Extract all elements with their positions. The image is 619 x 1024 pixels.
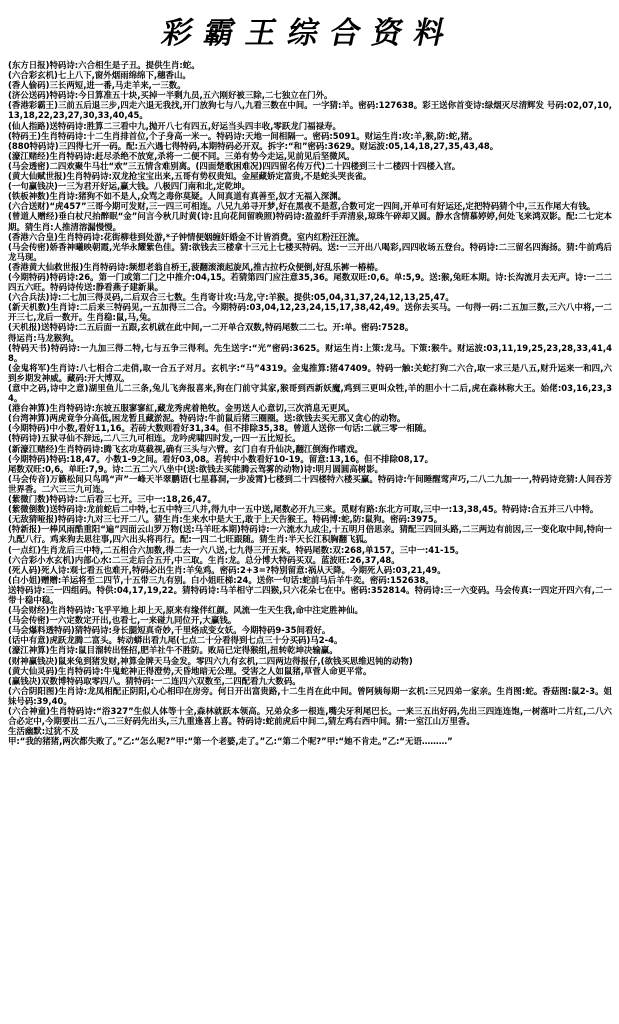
paragraph: (仙人指路)送特码诗:胜算二三看中九,抛开八七有四五,好运当头四丰收,零跃龙门福禄寿。 <box>8 120 341 131</box>
paragraph: (六合兵法)诗:二七加三得灵码,二后双合三七数。生肖寄计攻:马龙,守:羊猴。提供:05,04,31,37,24,12,13,25,47。 <box>8 292 454 303</box>
paragraph: 送特码诗:三一四组码。特供:04,17,19,22。猜特码诗:马羊相守二四猴,只六花朵七在中。密码:352814。特码诗:三一六变码。马会传真:一四定开四六有,二一带十稳中稳。 <box>8 584 612 605</box>
paragraph: (特码天书)特码诗:一九加三得二特,七与五争三得利。先生送字:“光”密码:3625。财运生肖:上策:龙马。下策:猴牛。财运波:03,11,19,25,23,28,33,41,48。 <box>8 342 612 363</box>
paragraph: (紫微倒数)送特码诗:龙前蛇后二中特,七五中特三八并,得九中一五中送,尾数必开九三来。觅财有路:东北方可取,三中一:13,38,45。特码诗:合五并三八中特。 <box>8 504 599 515</box>
paragraph: (东方日报)特码诗:六合相生是子丑。提供生肖:蛇。 <box>8 60 200 70</box>
paragraph: (新天机数)生肖诗:二后来三特码见,一五加得三二合。今期特码:03,04,12,23,24,15,17,38,42,49。送你去买马。一句得一码:二五加三数,三六八中将,一二开三七,龙后一数开。生肖稳:鼠,马,兔。 <box>8 302 612 323</box>
paragraph: 生活幽默:过犹不及 <box>8 726 79 737</box>
paragraph: (无敌猜哑报)特码诗:九对三七开二八。猜生肖:生来水中是大王,敢于上天告猴王。特码博:蛇,防:鼠狗。密码:3975。 <box>8 514 443 525</box>
paragraph: (六合神童)生肖特码诗:“浴327”生似人体等十全,森林就跃本领高。兄弟众多一根连,嘴尖牙利尾巴长。一来三五出好码,先出三四连连饱,一树落叶二片红,二八六合必定中,今期要出二五八,二三好码先出头,三九重逢喜上喜。特码诗:蛇前虎后中间二,猜左鸡右西中间。猜:一室江山万里香。 <box>8 706 612 727</box>
paragraph: (紫微门数)特码诗:二后看三七开。三中一:18,26,47。 <box>8 494 216 505</box>
page-title: 彩霸王综合资料 <box>158 16 460 51</box>
paragraph: (香港六合皇)生肖特码诗:花街柳巷到处游,*子钟情便姻缠奸婚金不计皆消费。室内红粉汪汪流。 <box>8 231 365 242</box>
paragraph: (一点红)生肖龙后三中特,二五相合六加数,得二去一六八送,七九得三开五来。特码尾数:双:268,单157。三中一:41-15。 <box>8 544 464 555</box>
paragraph: (黄大仙灵码)生肖特码诗:牛鬼蛇神正得澄势,天昏地暗无公理。受害之人如鼠猪,草菅人命更平常。 <box>8 665 372 676</box>
paragraph: (濠江赌经)生肖特码诗:赶尽杀绝不放宽,杀将一二便不同。三弟有势今走运,见前见后坚微风。 <box>8 150 355 161</box>
paragraph: (天机报)送特码诗:二五后面一五跟,玄机就在此中间,一二开单合双数,特码尾数二二七。开:单。密码:7528。 <box>8 322 414 333</box>
document-header <box>0 0 619 60</box>
paragraph: (台湾神算)两虎竟争分高低,困龙暂且藏淤泥。特码诗:牛前鼠后猪三圈圈。送:欲钱去买无那又贪心的动物。 <box>8 413 406 424</box>
paragraph: (880特码诗)三四得七开一码。配:五六遇七得特码,本期特码必开双。拆字:“和”密码:3629。财运波:05,14,18,27,35,43,48。 <box>8 140 499 151</box>
paragraph: (一句赢钱决)一三为君开好运,赢大钱。八极四门南和北,定乾坤。 <box>8 181 250 192</box>
paragraph: (话中有意)虎跃龙腾二富头。转动蟒出看九尾(七点二十分看得到七点三十分买码)马2-4。 <box>8 635 343 646</box>
paragraph: (财神赢钱决)鼠来兔到猪发财,神算金牌天马金发。零四六九有玄机,二四两边得报仔,(欲钱买思维迟钝的动物) <box>8 655 413 666</box>
paragraph: (六合彩小水玄机)内部心水:二三走后合五开,中三取。生肖:龙。总分博大特码买双。蓝波旺:26,37,48。 <box>8 554 400 565</box>
paragraph: (濠江神算)生肖诗:鼠目溜转出怪招,肥羊社牛不胜防。败局已定得猴组,扭转乾坤决输赢。 <box>8 645 338 656</box>
paragraph: (新濠江赌经)生肖特码诗:腾飞玄功莫截视,确有三头与六臂。玄门自有升仙决,翻江倒海作嗜戏。 <box>8 443 363 454</box>
paragraph: (香人偷码)三长两短,进一番,马走羊来,一三数。 <box>8 80 186 91</box>
paragraph: (马会传密)娇香神曦映朝霞,光华永耀紫色佳。猜:欲钱去三楼拿十三元上七楼买特码。送:一三开出八喝彩,四四收场五登台。特码诗:二三留名四海扬。猜:牛前鸡后龙马现。 <box>8 241 612 262</box>
paragraph: (赢钱决)双数博特码取零四八。猜特码:一二连四六双数至,二四配看九大数码。 <box>8 675 301 686</box>
paragraph: (六合送财)“虎457”三哥今期可发财,三一四三可相连。八兄九弟寻开梦,好在黑夜不是惹,合数可定一四间,开单可有好运还,定把特码猜个中,三五作尾大有钱。 <box>8 201 596 212</box>
paragraph: (济公送码)特码诗:今日算准五十块,买掉一半剩九员,五六刚好被三除,二七独立在门外。 <box>8 90 333 101</box>
paragraph: 尾数双旺:0,6。单旺:7,9。诗:二五二六八坐中(送:欲钱去买能腾云驾雾的动物)诗:明月圆圆高树影。 <box>8 463 384 474</box>
paragraph: (今期特码)特码诗:26。第一门或第二门之中推介:04,15。若猜第四门应注意35,36。尾数双旺:0,6。单:5,9。送:猴,兔旺本期。诗:长沟流月去无声。诗:一二二四五六旺。特码诗传送:静看燕子建新巢。 <box>8 271 612 293</box>
paragraph: (港台神算)生肖特码诗:东坡五服寥寥紅,藏龙秀虎着艳牧。金男送人心意切,三次消息无更风。 <box>8 403 355 414</box>
paragraph: (马会传密)一六定数定开出,也看七,一来碰九同位开,大赢钱。 <box>8 615 237 626</box>
paragraph: (马会财经)生肖特码诗:飞乎平地上却上天,原来有缘伴红颜。风流一生天生我,命中注定胜神仙。 <box>8 605 363 616</box>
paragraph: (六合阴阳图)生肖诗:龙凤相配正阴阳,心心相印在房旁。何日开出富贵路,十二生肖在此中间。曾阿姨每期一玄机:三兄四弟一家亲。生肖图:蛇。香菇图:鼠2-3。姐妹号码:39,40。 <box>8 685 612 706</box>
paragraph: (黄大仙赋世报)生肖特码诗:双龙抢宝宝出来,五哥有势权贵知。金屋藏娇定富贵,不是蛇头哭丧雀。 <box>8 171 372 182</box>
paragraph: (马会传音)万籁松间只鸟鸣“声”一峰天半翠鹏语(七星暮洞,一步凌霄)七楼到二十四楼特六楼买赢。特码诗:午间睡醒莺声巧,二八二九加一一,特码诗竞猜:人间吞芳世界香。二六三三九可连。 <box>8 473 612 494</box>
paragraph: (意中之码,诗中之意)湖里鱼儿二三条,兔儿飞奔报喜来,狗在门前守其家,猴哥到西新妖魔,鸡到三更叫众牲,羊的胆小十二后,虎在森林称大王。始佬:03,16,23,34。 <box>8 383 612 404</box>
paragraph: (特新报)一棒风雨酷重阳“遍”四面云山罗万物(送:马羊旺本期)特码诗:一六流水九成尘,十五明月倍思亲。猜配三四回头路,二三两边有前因,三一变化取中间,特向一九配八行。鸡来狗去思往事,四六出头将再行。配:一四二七旺跟随。猜生肖:半天长江积胸翻飞狐。 <box>8 524 612 545</box>
paragraph: (曾道人赠经)垂白杖尺抬醉眠“金”问言今秋几时黄(诗:且向花间留晚照)特码诗:盈盈纤手弄清泉,琼珠午碎却又圆。静水含情慕婷婷,何处飞来鸿双影。配:二七定本期。猜生肖:人推清溶漏慢慢。 <box>8 211 612 232</box>
paragraph: (白小姐)赠赠:羊运将至二四节,十五带三九有别。白小姐旺梯:24。送你一句话:蛇前马后羊牛奕。密码:152638。 <box>8 574 434 585</box>
paragraph: (铁板神数)生肖诗:猪狗不如不是人,众骂之毒你莫疑。人间真道有真善至,奴才无福入深渊。 <box>8 191 347 202</box>
paragraph: (香港黄大仙救世报)生肖特码诗:频想老翁自桥王,菠翻滚滚起旋风,推古拉朽众便倒,好乱乐裤一椿椿。 <box>8 261 384 272</box>
paragraph: (特码诗)五狱寻仙不辞远,二八三九可相连。龙吟虎啸四时发,一四一五比短长。 <box>8 433 301 444</box>
paragraph: (金鬼将军)生肖诗:八七相合二走俏,取一合五子对月。玄机字:“马”4319。金鬼推算:猪47409。特码一触:关蛇打狗二六合,取一求三是八五,财升运来一和四,六到乡期发神威。藏码:开大博双。 <box>8 362 612 383</box>
paragraph: (马会透密)二四欢聚牛马壮“欢”三五情含难别离。(四面楚歌困难况)四四留名传万代)二十四楼到三十二楼四十四楼入宫。 <box>8 160 461 171</box>
paragraph: (今期特码)中小数,看好11,16。若砖大数则看好31,34。但不排除35,38。曾道人送你一句话:二就三零一相随。 <box>8 423 432 434</box>
paragraph: (马会爆料透特码)猜特码诗:身长腿短真奇妙,千里烙成变女妖。今期特码9-35间看好。 <box>8 625 331 636</box>
paragraph: (香港彩霸王)三前五后退三步,四走六退无我找,开门放狗七与八,九看三数在中间。一字猜:羊。密码:127638。彩王送你首变诗:绿烟灭尽清辉发 号码:02,07,10,13,18,22,23,27,30,33,40,45。 <box>8 100 612 121</box>
paragraph: (今期特码)特码:18,47。小数1-9之间。看好03,08。若转中小数看好10-19。留意:13,16。但不排除08,17。 <box>8 453 434 464</box>
paragraph: (死人码)死人诗:观七看五也难开,特码必出生肖:羊兔鸡。密码:2+3=?特别留意:祸从天降。今期死人码:03,21,49。 <box>8 564 446 575</box>
paragraph: (特码王)生肖特码诗:十二生肖排首位,个子身高一米一。特码诗:天地一间相隔一。密码:5091。财运生肖:攻:羊,猴,防:蛇,猪。 <box>8 130 478 141</box>
paragraph: 得运肖:马龙猴狗。 <box>8 332 79 343</box>
paragraph: (六合彩玄机)七上八下,窗外烟雨绵绵下,穗香山。 <box>8 70 191 81</box>
paragraph: 甲:“我的猪猪,两次都失败了。”乙:“怎么呢?”甲:“第一个老婆,走了。”乙:“第二个呢?”甲:“她不肯走。”乙:“无语………” <box>8 736 453 747</box>
document-body <box>0 60 619 746</box>
